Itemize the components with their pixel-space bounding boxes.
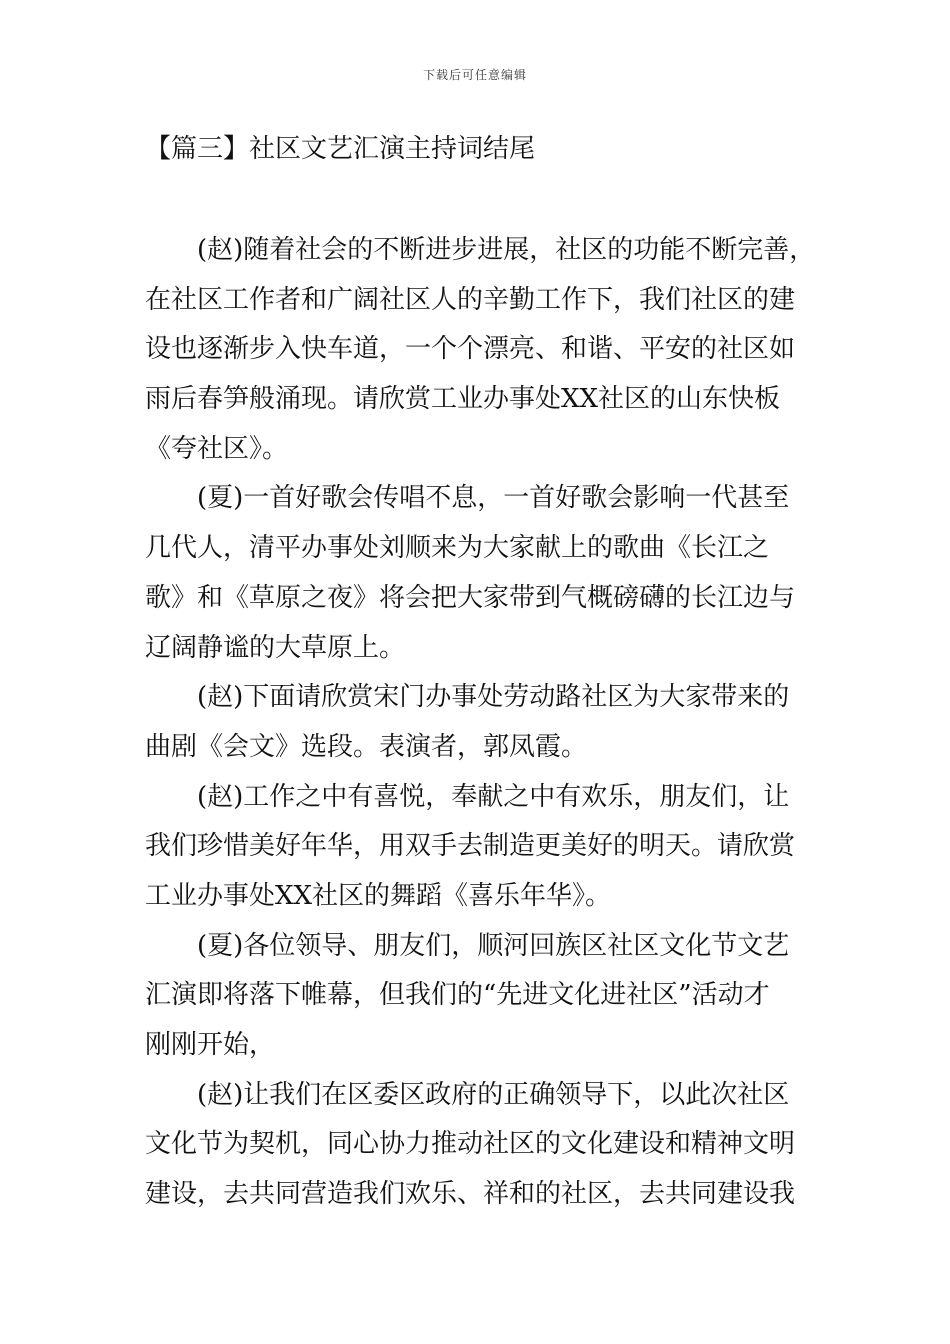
text-line: 刚刚开始，	[145, 1030, 276, 1060]
document-title: 【篇三】社区文艺汇演主持词结尾	[145, 134, 536, 164]
text-line: 曲剧《会文》选段。表演者，郭凤霞。	[145, 731, 588, 762]
text-line: 汇演即将落下帷幕，但我们的“先进文化进社区”活动才	[145, 980, 770, 1011]
document-body	[145, 226, 815, 1220]
text-line: 工业办事处XX社区的舞蹈《喜乐年华》。	[145, 880, 612, 911]
text-line: 几代人，清平办事处刘顺来为大家献上的歌曲《长江之	[145, 533, 770, 564]
text-line: 辽阔静谧的大草原上。	[145, 632, 406, 663]
header-note: 下载后可任意编辑	[422, 68, 527, 82]
text-line: (赵)随着社会的不断进步进展，社区的功能不断完善，	[197, 235, 815, 265]
text-line: (夏)一首好歌会传唱不息，一首好歌会影响一代甚至	[197, 483, 790, 514]
text-line: 在社区工作者和广阔社区人的辛勤工作下，我们社区的建	[145, 284, 796, 315]
text-line: 《夸社区》。	[145, 433, 289, 464]
text-line: 文化节为契机，同心协力推动社区的文化建设和精神文明	[145, 1129, 796, 1160]
text-line: 歌》和《草原之夜》将会把大家带到气概磅礴的长江边与	[145, 582, 796, 613]
text-line: 我们珍惜美好年华，用双手去制造更美好的明天。请欣赏	[145, 831, 796, 862]
text-line: 雨后春笋般涌现。请欣赏工业办事处XX社区的山东快板	[145, 384, 781, 415]
text-line: (赵)让我们在区委区政府的正确领导下，以此次社区	[197, 1079, 790, 1110]
text-line: 建设，去共同营造我们欢乐、祥和的社区，去共同建设我	[145, 1179, 796, 1210]
text-line: (赵)下面请欣赏宋门办事处劳动路社区为大家带来的	[197, 682, 790, 713]
text-line: (夏)各位领导、朋友们，顺河回族区社区文化节文艺	[197, 930, 790, 961]
text-line: 设也逐渐步入快车道，一个个漂亮、和谐、平安的社区如	[145, 334, 796, 365]
text-line: (赵)工作之中有喜悦，奉献之中有欢乐，朋友们，让	[197, 781, 790, 812]
